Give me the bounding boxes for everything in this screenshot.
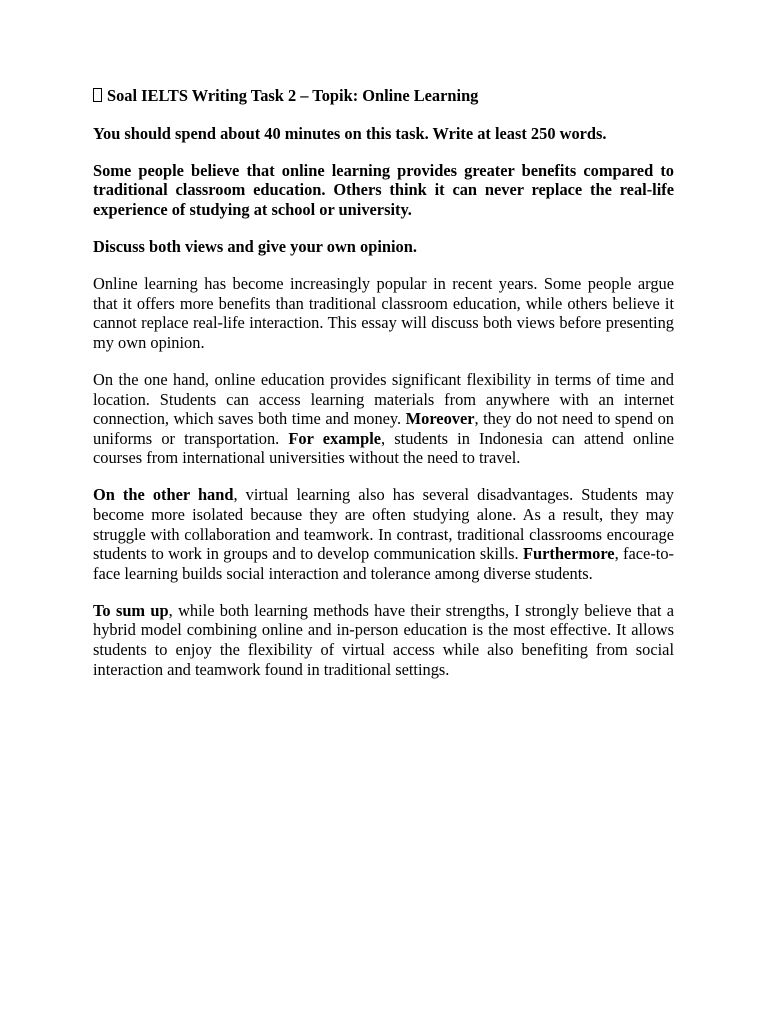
title-text: Soal IELTS Writing Task 2 – Topik: Online Learning	[107, 86, 479, 105]
task-question: Discuss both views and give your own opinion.	[93, 236, 417, 256]
essay-introduction: Online learning has become increasingly popular in recent years. Some people argue that it offers more benefits than traditional classroom education, while others believe it cannot replace real-life interaction. This essay will discuss both views before presenting my own opinion.	[93, 274, 674, 352]
body2-bold-furthermore: Furthermore	[522, 544, 615, 564]
essay-conclusion	[93, 601, 674, 679]
document-page	[93, 86, 674, 697]
conclusion-bold-to-sum-up: To sum up	[93, 600, 169, 620]
essay-body-paragraph-1	[93, 370, 674, 468]
body1-text-2: , they do not need to spend on uniforms or transportation.	[93, 409, 674, 448]
missing-glyph-icon	[93, 88, 102, 102]
essay-body-paragraph-2	[93, 485, 674, 583]
task-prompt: Some people believe that online learning provides greater benefits compared to traditional classroom education. Others think it can never replace the real-life experience of studying at school or university.	[93, 160, 674, 219]
task-instruction: You should spend about 40 minutes on this task. Write at least 250 words.	[93, 123, 607, 143]
document-title	[93, 86, 674, 106]
body2-text-1: , virtual learning also has several disadvantages. Students may become more isolated because they are often studying alone. As a result, they may struggle with collaboration and teamwork. In contrast, traditional classrooms encourage students to work in groups and to develop communication skills.	[93, 485, 674, 564]
body1-text-3: , students in Indonesia can attend online courses from international universities without the need to travel.	[93, 428, 674, 468]
body1-bold-moreover: Moreover	[405, 409, 475, 429]
body2-bold-other-hand: On the other hand	[93, 485, 234, 505]
conclusion-text: , while both learning methods have their strengths, I strongly believe that a hybrid model combining online and in-person education is the most effective. It allows students to enjoy the flexibility of virtual access while also benefiting from social interaction and teamwork found in traditional settings.	[93, 600, 675, 679]
body2-text-2: , face-to-face learning builds social interaction and tolerance among diverse students.	[93, 544, 674, 583]
body1-bold-for-example: For example	[288, 428, 382, 448]
body1-text-1: On the one hand, online education provides significant flexibility in terms of time and location. Students can access learning materials from anywhere with an internet connection, which saves both time and money.	[93, 369, 674, 429]
